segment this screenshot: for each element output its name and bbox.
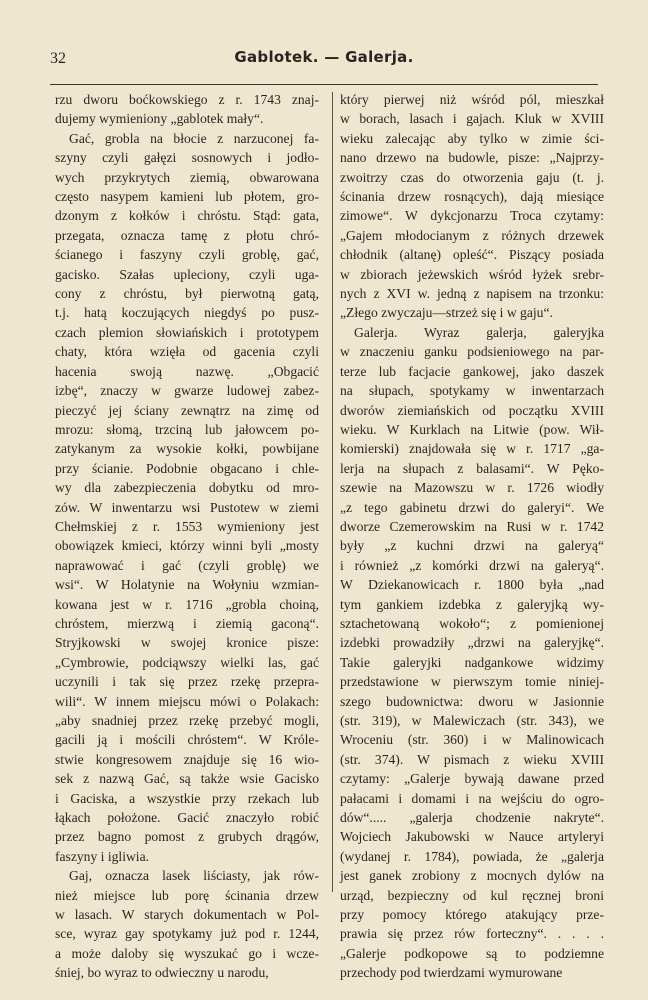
text-line: ścinania drzew rosnących), dają miesiące xyxy=(340,189,604,205)
text-line: śniej, bo wyraz to odwieczny u narodu, xyxy=(55,965,269,981)
text-line: naprawować i gać (czyli groblę) we xyxy=(55,557,319,573)
text-line: na słupach, spotykamy w inwentarzach xyxy=(340,383,604,399)
text-line: przy ścianie. Podobnie obgacano i chle- xyxy=(55,460,319,476)
text-line: tym gankiem izdebka z galeryjką wy- xyxy=(340,596,604,612)
text-line: wieku. W Kurklach na Litwie (pow. Wił- xyxy=(340,421,604,437)
text-line: wy dla zabezpieczenia dobytku od mro- xyxy=(55,480,319,496)
text-line: „Złego zwyczaju—strzeż się i w gaju“. xyxy=(340,305,553,321)
text-line: zatykanym za wysokie kołki, powbijane xyxy=(55,441,319,457)
text-line: nych z XVI w. jedną z napisem na trzonku: xyxy=(340,286,604,302)
text-line: Wojciech Jakubowski w Nauce artyleryi xyxy=(340,829,604,845)
text-line: „Gajem młodocianym z różnych drzewek xyxy=(340,227,604,243)
text-line: pieczyć jej ściany zewnątrz na zimę od xyxy=(55,402,319,418)
text-line: nież miejsce lub porę ścinania drzew xyxy=(55,887,319,903)
text-line: mrozu: słomą, trzciną lub jałowcem po- xyxy=(55,421,319,437)
text-line: izdebki prowadziły „drzwi na galeryjkę“. xyxy=(340,635,604,651)
text-line: W Dziekanowicach r. 1800 była „nad xyxy=(340,577,604,593)
text-line: cony z chróstu, był pierwotną gatą, xyxy=(55,286,319,302)
text-line: obowiązek kmieci, którzy winni byli „mosty xyxy=(55,538,319,554)
text-line: Gać, grobla na błocie z narzuconej fa- xyxy=(69,130,319,146)
text-line: zów. W inwentarzu wsi Pustotew w ziemi xyxy=(55,499,319,515)
running-head-title: Gablotek. — Galerja. xyxy=(234,48,414,66)
text-line: (wydanej r. 1784), powiada, że „galerja xyxy=(340,848,604,864)
text-line: komierski) znajdowała się w r. 1717 „ga- xyxy=(340,441,604,457)
text-line: w zbiorach jeżewskich wśród łyżek srebr- xyxy=(340,266,604,282)
text-line: przy pomocy którego atakujący prze- xyxy=(340,907,604,923)
text-line: hacenia swoją nazwę. „Obgacić xyxy=(55,363,319,379)
text-line: dzonym z kołków i chróstu. Stąd: gata, xyxy=(55,208,319,224)
text-line: a może daloby się wyszukać go i wcze- xyxy=(55,945,319,961)
column-divider xyxy=(332,92,333,892)
text-line: nano drzewo na budowle, pisze: „Najprzy- xyxy=(340,150,604,166)
text-line: często nasypem kamieni lub płotem, gro- xyxy=(55,189,319,205)
text-line: dów“..... „galerja chodzenie nakryte“. xyxy=(340,810,604,826)
text-line: kowana jest w r. 1716 „grobla choiną, xyxy=(55,596,319,612)
text-line: urząd, bezpieczny od kul ręcznej broni xyxy=(340,887,604,903)
text-line: pałacami i domami i na wejściu do ogro- xyxy=(340,790,604,806)
text-line: „Cymbrowie, podciąwszy wielki las, gać xyxy=(55,654,319,670)
text-line: Takie galeryjki nadgankowe widzimy xyxy=(340,654,604,670)
text-line: przegata, oznacza tamę z płotu chró- xyxy=(55,227,319,243)
text-line: szego budownictwa: dworu w Jasionnie xyxy=(340,693,604,709)
page-number: 32 xyxy=(50,50,66,67)
text-line: „z tego gabinetu drzwi do galeryi“. We xyxy=(340,499,604,515)
text-line: sztachetowaną wokoło“; z pomienionej xyxy=(340,615,604,631)
left-text-column xyxy=(55,90,319,983)
text-line: Gaj, oznacza lasek liściasty, jak rów- xyxy=(69,868,319,884)
text-line: przez bagno pomost z grubych drągów, xyxy=(55,829,319,845)
text-line: t.j. hatą koczujących niegdyś po pusz- xyxy=(55,305,319,321)
text-line: zimowe“. W dykcjonarzu Troca czytamy: xyxy=(340,208,604,224)
text-line: przechody pod twierdzami wymurowane xyxy=(340,965,563,981)
text-line: Stryjkowski w swojej kronice pisze: xyxy=(55,635,319,651)
text-line: gacili ją i mościli chróstem“. W Króle- xyxy=(55,732,319,748)
text-line: stwie kongresowem znajduje się 16 wio- xyxy=(55,751,319,767)
text-line: uczynili i tak się przez rzekę przepra- xyxy=(55,674,319,690)
text-line: który pierwej niż wśród pól, mieszkał xyxy=(340,92,604,107)
text-line: terze lub facjacie gankowej, jako daszek xyxy=(340,363,604,379)
text-line: „aby snadniej przez rzekę przebyć mogli, xyxy=(55,713,319,728)
text-line: faszyny i igliwia. xyxy=(55,848,150,864)
text-line: lerja na słupach z balasami“. W Pęko- xyxy=(340,460,604,476)
text-line: wieku zalecając aby tylko w zimie ści- xyxy=(340,130,604,146)
text-line: jest ganek zrobiony z mocnych dylów na xyxy=(340,868,604,884)
text-line: wsi“. W Holatynie na Wołyniu wzmian- xyxy=(55,577,319,593)
text-line: szewie na Mazowszu w r. 1726 wiodły xyxy=(340,480,604,496)
text-line: zwoitrzy czas do otworzenia gaju (t. j. xyxy=(340,169,604,185)
text-line: łąkach położone. Gacić znaczyło robić xyxy=(55,810,319,826)
text-line: były „z kuchni drzwi na galeryą“ xyxy=(340,538,604,554)
text-line: w borach, lasach i gajach. Kluk w XVIII xyxy=(340,111,604,127)
text-line: gacisko. Szałas upleciony, czyli uga- xyxy=(55,266,319,282)
text-line: Wroceniu (str. 360) i w Malinowicach xyxy=(340,732,604,748)
text-line: rzu dworu boćkowskiego z r. 1743 znaj- xyxy=(55,92,319,107)
page-header xyxy=(0,48,648,72)
text-line: przedstawione w pierwszym tomie niniej- xyxy=(340,674,604,690)
text-line: czach plemion słowiańskich i prototypem xyxy=(55,324,319,340)
text-line: chróstem, mierzwą i ziemią gaconą“. xyxy=(55,615,319,631)
text-line: w lasach. W starych dokumentach w Pol- xyxy=(55,907,319,923)
text-line: Chełmskiej z r. 1553 wymieniony jest xyxy=(55,518,319,534)
text-line: Galerja. Wyraz galerja, galeryjka xyxy=(354,324,604,340)
text-line: dworze Czemerowskim na Rusi w r. 1742 xyxy=(340,518,604,534)
text-line: i Gaciska, a wszystkie przy rzekach lub xyxy=(55,790,319,806)
text-line: ścianego i faszyny czyli groblę, gać, xyxy=(55,247,319,263)
text-line: dworów ziemiańskich od początku XVIII xyxy=(340,402,604,418)
text-line: dujemy wymieniony „gablotek mały“. xyxy=(55,111,264,127)
text-line: w znaczeniu ganku podsieniowego na par- xyxy=(340,344,604,360)
text-line: sek z nazwą Gać, są także wsie Gacisko xyxy=(55,771,319,787)
header-rule xyxy=(50,84,598,85)
text-line: szyny czyli gałęzi sosnowych i jodło- xyxy=(55,150,319,166)
text-line: sce, wyraz gay spotykamy już pod r. 1244, xyxy=(55,926,319,942)
text-line: chłodnik (altanę) opleść“. Piszący posiada xyxy=(340,247,604,263)
text-line: prawia się przez rów forteczny“. . . . . xyxy=(340,926,604,942)
text-line: i również „z komórki drzwi na galeryą“. xyxy=(340,557,604,573)
text-line: (str. 374). W pismach z wieku XVIII xyxy=(340,751,604,767)
right-text-column xyxy=(340,90,604,983)
text-line: wych przykrytych ziemią, obwarowana xyxy=(55,169,319,185)
text-line: chaty, która wzięła od gacenia czyli xyxy=(55,344,319,360)
text-line: (str. 319), w Malewiczach (str. 343), we xyxy=(340,713,604,728)
text-line: „Galerje podkopowe są to podziemne xyxy=(340,945,604,961)
text-line: wili“. W innem miejscu mówi o Polakach: xyxy=(55,693,319,709)
text-line: izbę“, znaczy w gwarze ludowej zabez- xyxy=(55,383,319,399)
text-line: czytamy: „Galerje bywają dawane przed xyxy=(340,771,604,787)
